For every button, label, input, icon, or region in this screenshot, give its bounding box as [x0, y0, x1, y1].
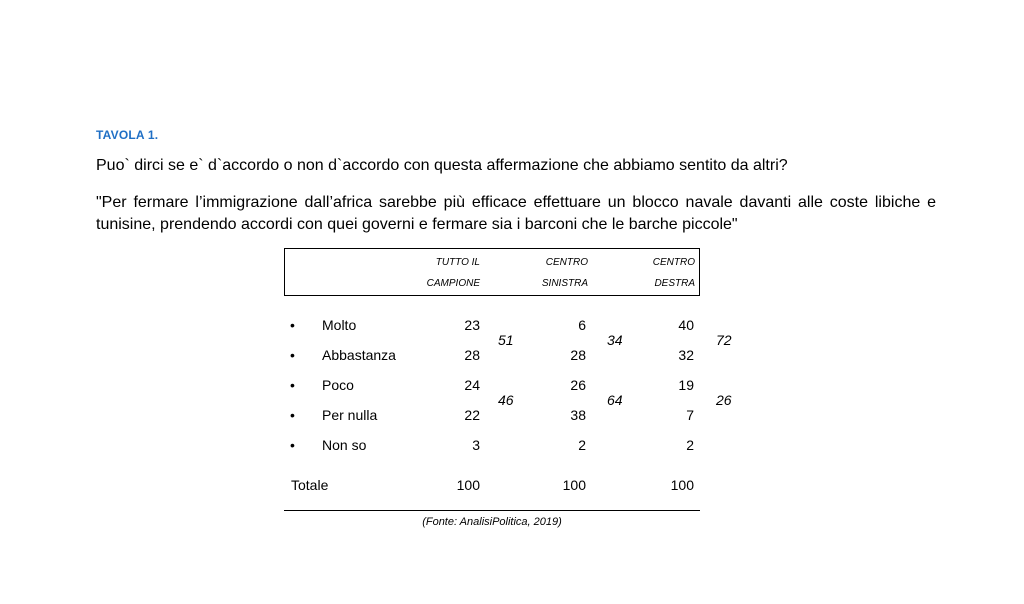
group-contrari-destra: 26 — [716, 392, 732, 408]
cell-per-nulla-sinistra: 38 — [570, 407, 586, 423]
cell-molto-campione: 23 — [464, 317, 480, 333]
cell-per-nulla-destra: 7 — [686, 407, 694, 423]
row-label-poco: Poco — [322, 377, 354, 393]
cell-poco-destra: 19 — [678, 377, 694, 393]
bullet-icon: • — [290, 347, 295, 363]
cell-molto-sinistra: 6 — [578, 317, 586, 333]
cell-abbastanza-destra: 32 — [678, 347, 694, 363]
cell-totale-sinistra: 100 — [562, 477, 586, 493]
row-label-molto: Molto — [322, 317, 357, 333]
cell-non-so-destra: 2 — [686, 437, 694, 453]
group-favorevoli-sinistra: 34 — [607, 332, 623, 348]
cell-non-so-sinistra: 2 — [578, 437, 586, 453]
row-label-non-so: Non so — [322, 437, 367, 453]
cell-molto-destra: 40 — [678, 317, 694, 333]
bullet-icon: • — [290, 437, 295, 453]
survey-statement: "Per fermare l’immigrazione dall’africa sarebbe più efficace effettuare un blocco navale davanti alle coste libiche e tunisine, prendendo accordi con quei governi e fermare sia i barconi che le barche piccole" — [96, 194, 936, 233]
survey-question: Puo` dirci se e` d`accordo o non d`accordo con questa affermazione che abbiamo sentito da altri? — [96, 157, 788, 174]
col-header-sinistra-line2: SINISTRA — [541, 278, 588, 289]
source-note: (Fonte: AnalisiPolitica, 2019) — [422, 516, 562, 528]
group-favorevoli-campione: 51 — [498, 332, 514, 348]
cell-non-so-campione: 3 — [472, 437, 480, 453]
row-label-totale: Totale — [291, 477, 329, 493]
cell-poco-sinistra: 26 — [570, 377, 586, 393]
cell-abbastanza-sinistra: 28 — [570, 347, 586, 363]
col-header-destra-line2: DESTRA — [654, 278, 695, 289]
bullet-icon: • — [290, 407, 295, 423]
cell-poco-campione: 24 — [464, 377, 480, 393]
col-header-campione-line2: CAMPIONE — [426, 278, 480, 289]
table-bottom-rule — [284, 510, 700, 511]
col-header-sinistra-line1: CENTRO — [545, 257, 588, 268]
col-header-campione-line1: TUTTO IL — [435, 257, 480, 268]
col-header-destra-line1: CENTRO — [652, 257, 695, 268]
bullet-icon: • — [290, 317, 295, 333]
group-favorevoli-destra: 72 — [716, 332, 732, 348]
group-contrari-sinistra: 64 — [607, 392, 623, 408]
cell-per-nulla-campione: 22 — [464, 407, 480, 423]
bullet-icon: • — [290, 377, 295, 393]
row-label-abbastanza: Abbastanza — [322, 347, 396, 363]
cell-totale-destra: 100 — [670, 477, 694, 493]
row-label-per-nulla: Per nulla — [322, 407, 378, 423]
group-contrari-campione: 46 — [498, 392, 514, 408]
table-title: TAVOLA 1. — [96, 128, 159, 142]
cell-abbastanza-campione: 28 — [464, 347, 480, 363]
cell-totale-campione: 100 — [456, 477, 480, 493]
